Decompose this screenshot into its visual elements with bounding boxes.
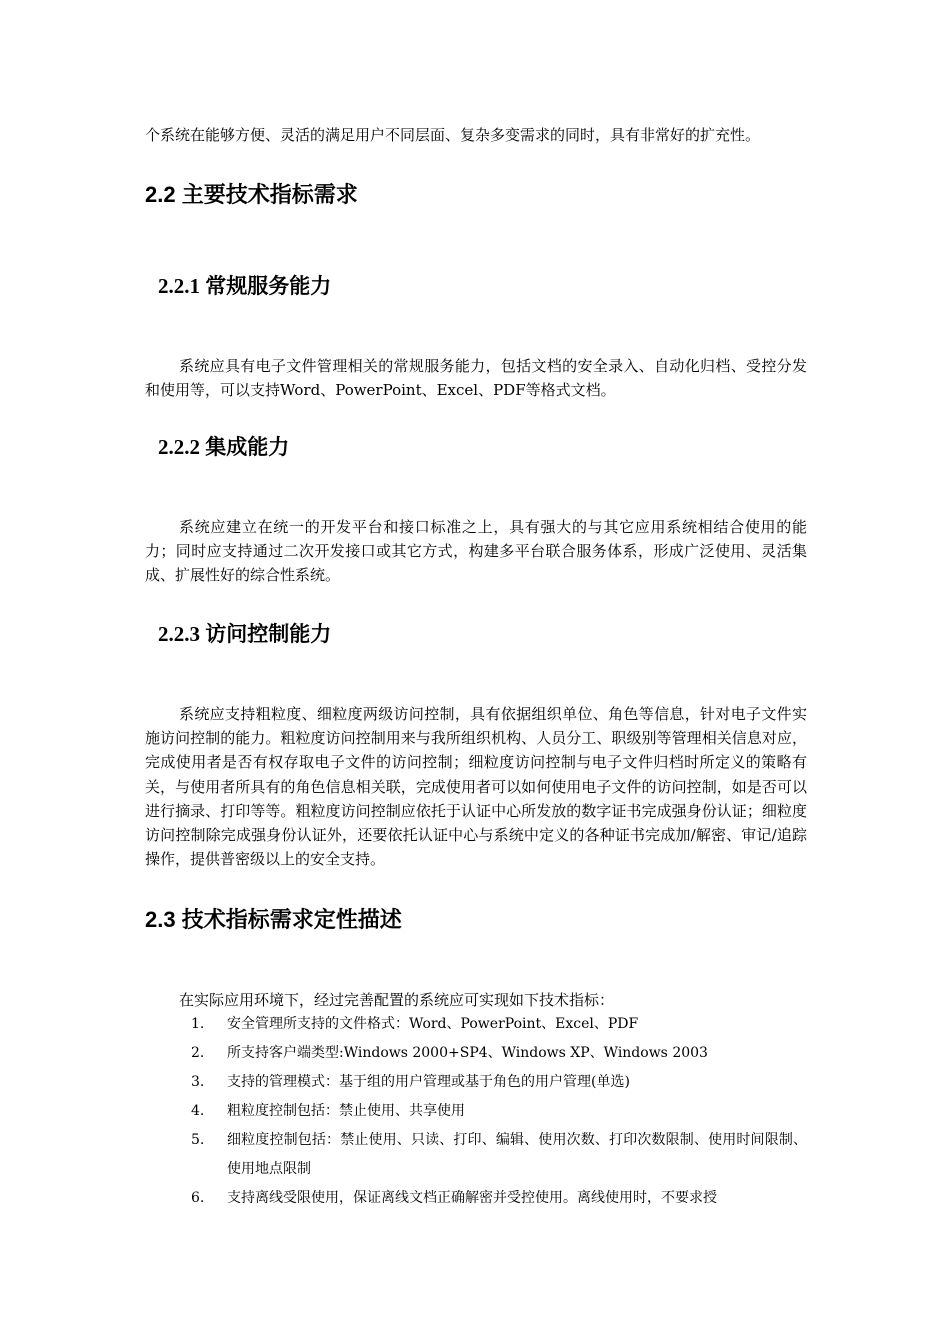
section-2-2-1-heading: 2.2.1 常规服务能力: [158, 274, 332, 298]
list-item-text: 安全管理所支持的文件格式：Word、PowerPoint、Excel、PDF: [227, 1016, 639, 1032]
list-item-number: 5.: [191, 1132, 205, 1148]
list-item: [145, 1126, 807, 1184]
section-2-2-2-heading: 2.2.2 集成能力: [158, 435, 290, 459]
list-item: [145, 1010, 807, 1039]
list-item-number: 6.: [191, 1190, 205, 1206]
list-item-number: 4.: [191, 1103, 205, 1119]
list-item: [145, 1068, 807, 1097]
list-item: [145, 1097, 807, 1126]
list-item-number: 2.: [191, 1045, 205, 1061]
list-item-number: 1.: [191, 1016, 205, 1032]
list-item-number: 3.: [191, 1074, 205, 1090]
intro-line: 个系统在能够方便、灵活的满足用户不同层面、复杂多变需求的同时，具有非常好的扩充性。: [145, 126, 761, 144]
list-item-text: 所支持客户端类型:Windows 2000+SP4、Windows XP、Windows 2003: [227, 1045, 708, 1061]
section-2-3-heading: 2.3 技术指标需求定性描述: [145, 907, 402, 932]
list-item-text: 粗粒度控制包括：禁止使用、共享使用: [227, 1103, 465, 1119]
list-item: [145, 1039, 807, 1068]
list-item: [145, 1184, 807, 1213]
list-item-text: 支持的管理模式：基于组的用户管理或基于角色的用户管理(单选): [227, 1074, 630, 1090]
list-item-text: 支持离线受限使用，保证离线文档正确解密并受控使用。离线使用时，不要求授: [227, 1190, 717, 1206]
section-2-3-lead: 在实际应用环境下，经过完善配置的系统应可实现如下技术指标：: [179, 991, 615, 1009]
section-2-2-3-body: 系统应支持粗粒度、细粒度两级访问控制，具有依据组织单位、角色等信息，针对电子文件实施访问控制的能力。粗粒度访问控制用来与我所组织机构、人员分工、职级别等管理相关信息对应，完成使用者是否有权存取电子文件的访问控制；细粒度访问控制与电子文件归档时所定义的策略有关，与使用者所具有的角色信息相关联，完成使用者可以如何使用电子文件的访问控制，如是否可以进行摘录、打印等等。粗粒度访问控制应依托于认证中心所发放的数字证书完成强身份认证；细粒度访问控制除完成强身份认证外，还要依托认证中心与系统中定义的各种证书完成加/解密、审记/追踪操作，提供普密级以上的安全支持。: [145, 705, 807, 869]
section-2-2-3-heading: 2.2.3 访问控制能力: [158, 622, 332, 646]
section-2-2-1-body: 系统应具有电子文件管理相关的常规服务能力，包括文档的安全录入、自动化归档、受控分发和使用等，可以支持Word、PowerPoint、Excel、PDF等格式文档。: [145, 357, 807, 400]
list-item-text: 细粒度控制包括：禁止使用、只读、打印、编辑、使用次数、打印次数限制、使用时间限制、使用地点限制: [227, 1132, 807, 1177]
section-2-2-2-body: 系统应建立在统一的开发平台和接口标准之上，具有强大的与其它应用系统相结合使用的能力；同时应支持通过二次开发接口或其它方式，构建多平台联合服务体系，形成广泛使用、灵活集成、扩展性好的综合性系统。: [145, 518, 807, 585]
section-2-2-heading: 2.2 主要技术指标需求: [145, 182, 358, 207]
